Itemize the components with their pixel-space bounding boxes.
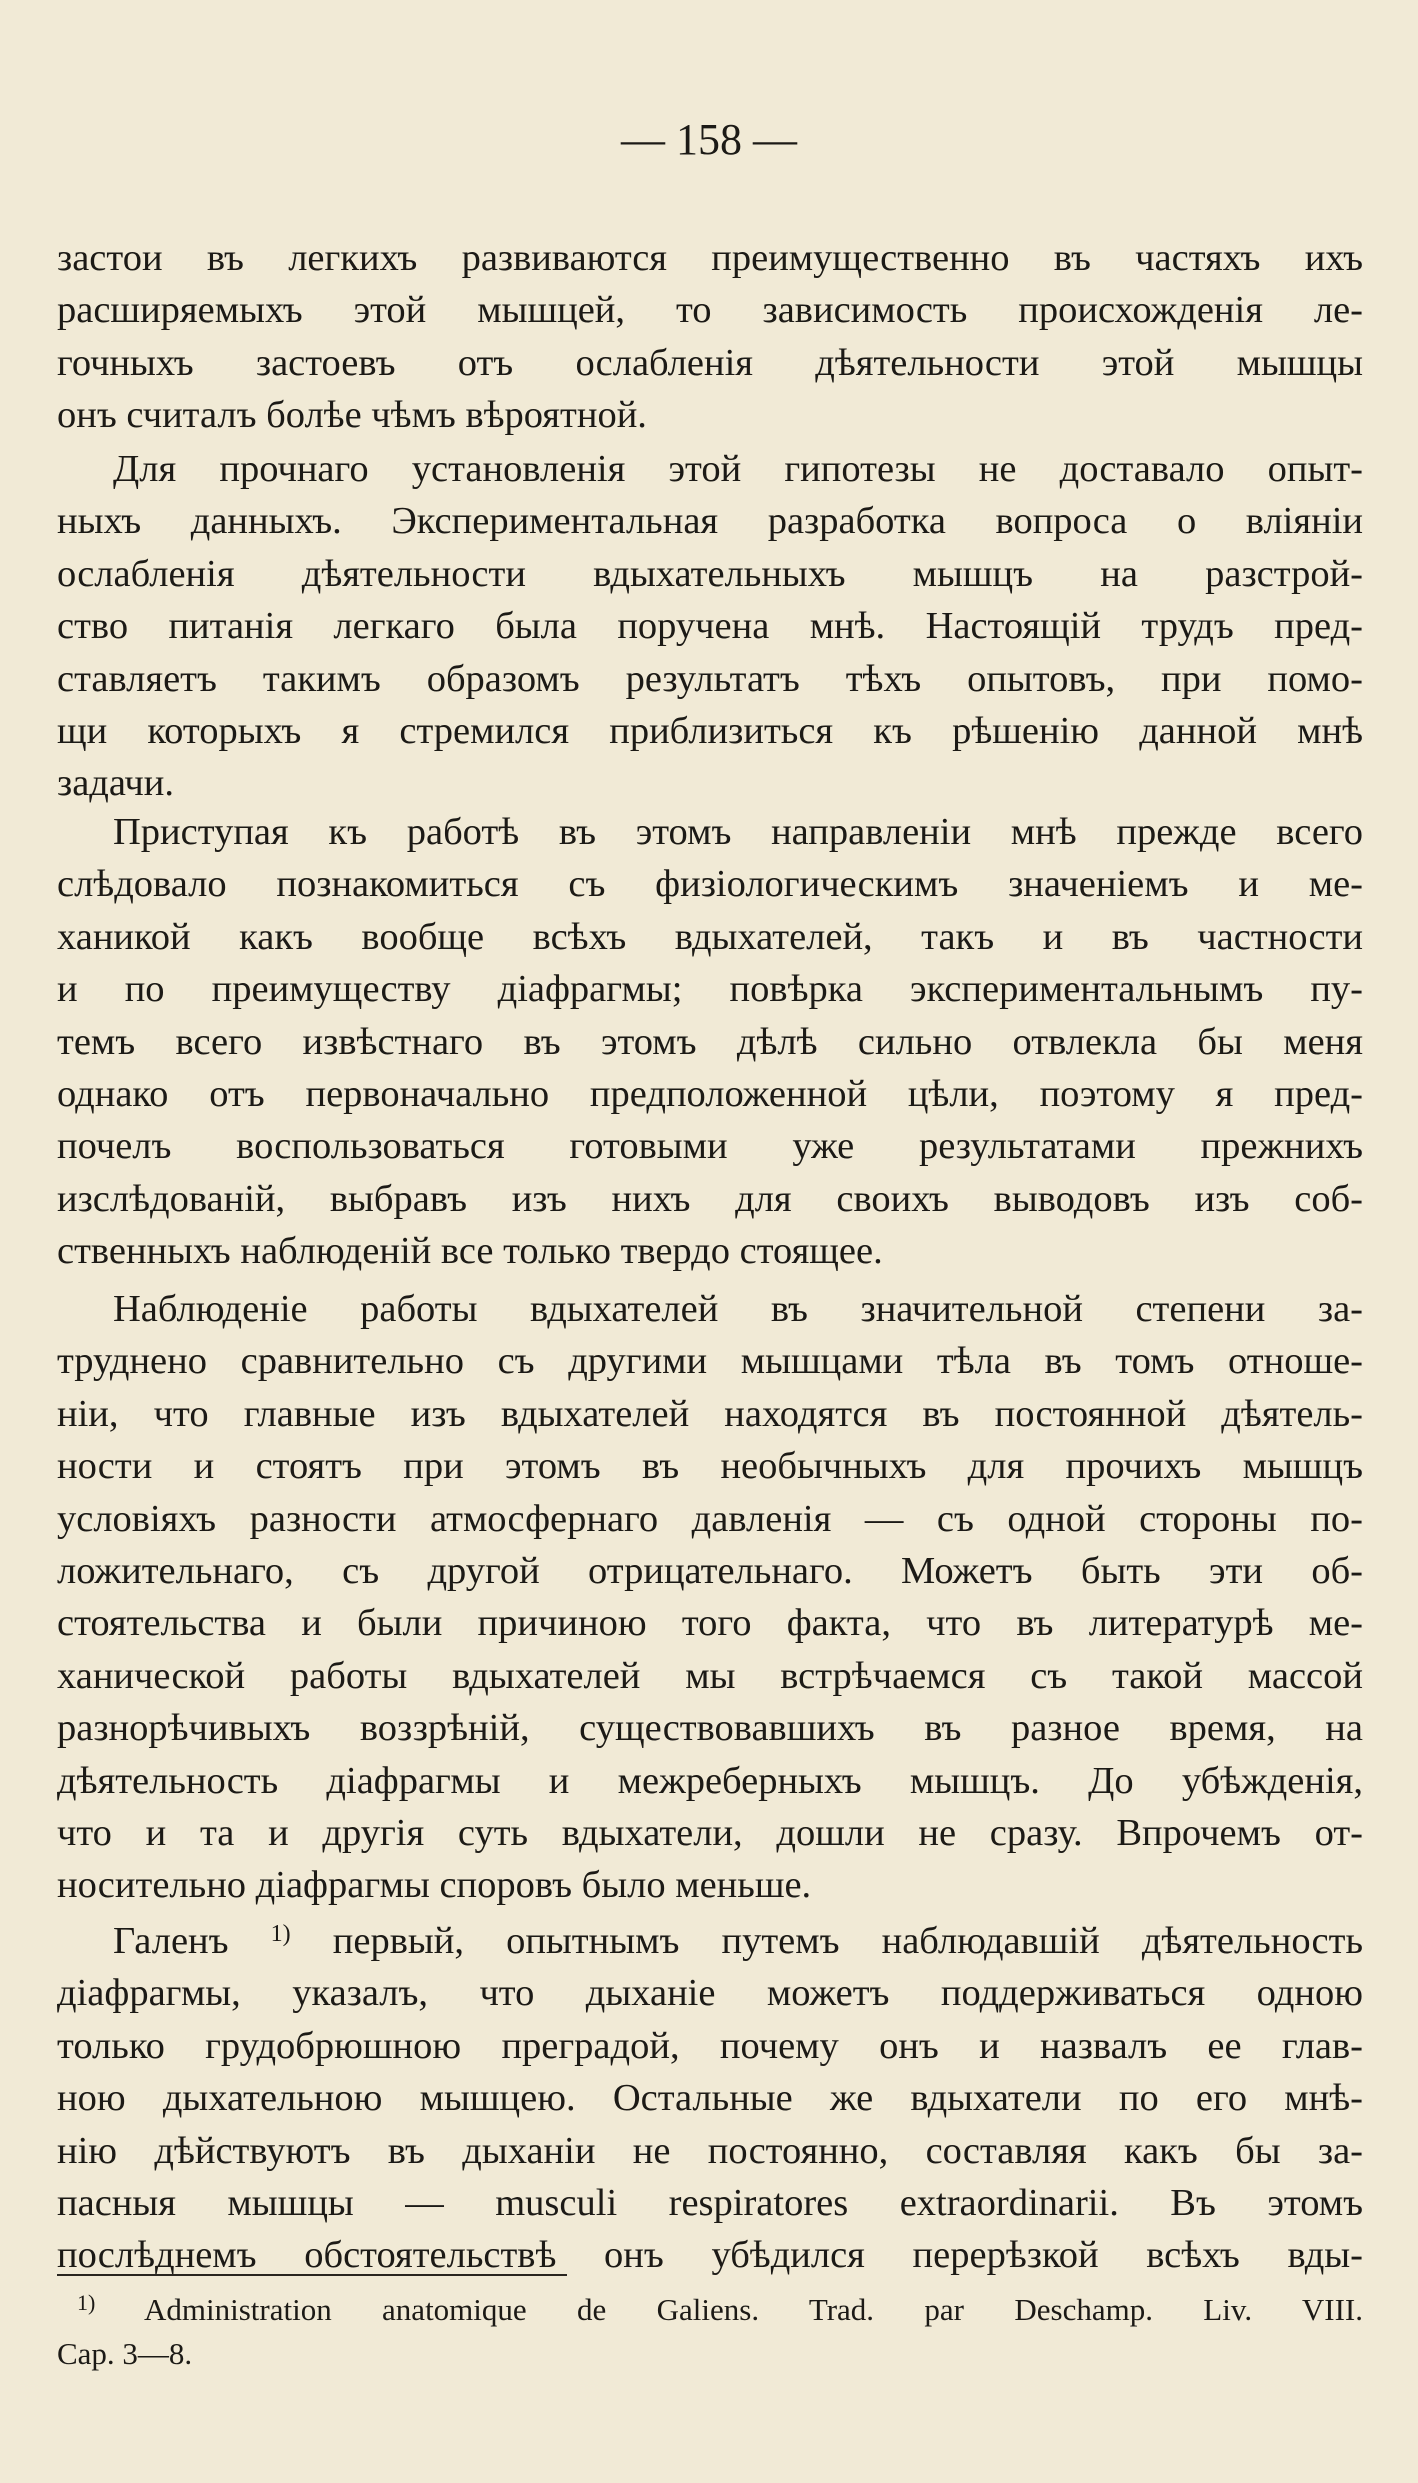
line-remainder: первый, опытнымъ путемъ наблюдавшій дѣятельность [332, 1920, 1363, 1962]
text-line: щи которыхъ я стремился приблизиться къ рѣшенію данной мнѣ [57, 709, 1363, 752]
text-line: онъ считалъ болѣе чѣмъ вѣроятной. [57, 394, 647, 437]
text-line: дѣятельность діафрагмы и межреберныхъ мышцъ. До убѣжденія, [57, 1759, 1363, 1802]
text-line: ство питанія легкаго была поручена мнѣ. Настоящій трудъ пред- [57, 605, 1363, 648]
footnote-divider [57, 2274, 567, 2276]
text-line: темъ всего извѣстнаго въ этомъ дѣлѣ сильно отвлекла бы меня [57, 1020, 1363, 1063]
footnote-line [57, 2288, 1363, 2332]
text-line: расширяемыхъ этой мышцей, то зависимость происхожденія ле- [57, 289, 1363, 332]
text-line: изслѣдованій, выбравъ изъ нихъ для своихъ выводовъ изъ соб- [57, 1177, 1363, 1220]
text-line: почелъ воспользоваться готовыми уже результатами прежнихъ [57, 1125, 1363, 1168]
text-line: ніи, что главные изъ вдыхателей находятся въ постоянной дѣятель- [57, 1392, 1363, 1435]
text-line: стоятельства и были причиною того факта, что въ литературѣ ме- [57, 1602, 1363, 1645]
text-line: ставляетъ такимъ образомъ результатъ тѣхъ опытовъ, при помо- [57, 657, 1363, 700]
text-line: слѣдовало познакомиться съ физіологическимъ значеніемъ и ме- [57, 863, 1363, 906]
paragraph-2 [57, 443, 1363, 810]
text-line: ныхъ данныхъ. Экспериментальная разработка вопроса о вліяніи [57, 500, 1363, 543]
text-line: и по преимуществу діафрагмы; повѣрка экспериментальнымъ пу- [57, 968, 1363, 1011]
text-line: пасныя мышцы — musculi respiratores extraordinarii. Въ этомъ [57, 2181, 1363, 2224]
text-line: только грудобрюшною преградой, почему онъ и назвалъ ее глав- [57, 2024, 1363, 2067]
text-line: Для прочнаго установленія этой гипотезы не доставало опыт- [113, 448, 1363, 490]
footnote-mark: 1) [77, 2290, 96, 2315]
text-line: однако отъ первоначально предположенной цѣли, поэтому я пред- [57, 1072, 1363, 1115]
text-line: застои въ легкихъ развиваются преимущественно въ частяхъ ихъ [57, 237, 1363, 279]
text-line: ложительнаго, съ другой отрицательнаго. Можетъ быть эти об- [57, 1549, 1363, 1592]
footnote [57, 2288, 1363, 2376]
text-line: условіяхъ разности атмосфернаго давленія — съ одной стороны по- [57, 1497, 1363, 1540]
text-line: разнорѣчивыхъ воззрѣній, существовавшихъ въ разное время, на [57, 1707, 1363, 1750]
text-line: діафрагмы, указалъ, что дыханіе можетъ поддерживаться одною [57, 1972, 1363, 2015]
paragraph-5 [57, 1915, 1363, 2282]
page-number: — 158 — [621, 115, 797, 164]
author-name: Галенъ [113, 1920, 229, 1962]
paragraph-1 [57, 232, 1363, 442]
text-line: ослабленія дѣятельности вдыхательныхъ мышцъ на разстрой- [57, 552, 1363, 595]
text-line [57, 1915, 1363, 1967]
paragraph-3 [57, 806, 1363, 1278]
footnote-reference[interactable]: 1) [270, 1921, 291, 1947]
text-line: задачи. [57, 762, 175, 805]
text-line: нію дѣйствуютъ въ дыханіи не постоянно, составляя какъ бы за- [57, 2129, 1363, 2172]
text-line: Приступая къ работѣ въ этомъ направленіи мнѣ прежде всего [113, 811, 1363, 853]
paragraph-4 [57, 1283, 1363, 1912]
text-line: ности и стоятъ при этомъ въ необычныхъ для прочихъ мышцъ [57, 1445, 1363, 1488]
text-line: послѣднемъ обстоятельствѣ онъ убѣдился перерѣзкой всѣхъ вды- [57, 2234, 1363, 2277]
text-line: ханической работы вдыхателей мы встрѣчаемся съ такой массой [57, 1654, 1363, 1697]
text-line: носительно діафрагмы споровъ было меньше. [57, 1864, 812, 1907]
text-line: ственныхъ наблюденій все только твердо стоящее. [57, 1230, 883, 1273]
text-line: ханикой какъ вообще всѣхъ вдыхателей, такъ и въ частности [57, 915, 1363, 958]
text-line: Наблюденіе работы вдыхателей въ значительной степени за- [113, 1288, 1363, 1330]
text-line: труднено сравнительно съ другими мышцами тѣла въ томъ отноше- [57, 1340, 1363, 1383]
footnote-line: Cap. 3—8. [57, 2336, 193, 2371]
text-line: ною дыхательною мышцею. Остальные же вдыхатели по его мнѣ- [57, 2077, 1363, 2120]
footnote-text: Administration anatomique de Galiens. Trad. par Deschamp. Liv. VIII. [143, 2292, 1363, 2327]
text-line: гочныхъ застоевъ отъ ослабленія дѣятельности этой мышцы [57, 341, 1363, 384]
text-line: что и та и другія суть вдыхатели, дошли не сразу. Впрочемъ от- [57, 1811, 1363, 1854]
